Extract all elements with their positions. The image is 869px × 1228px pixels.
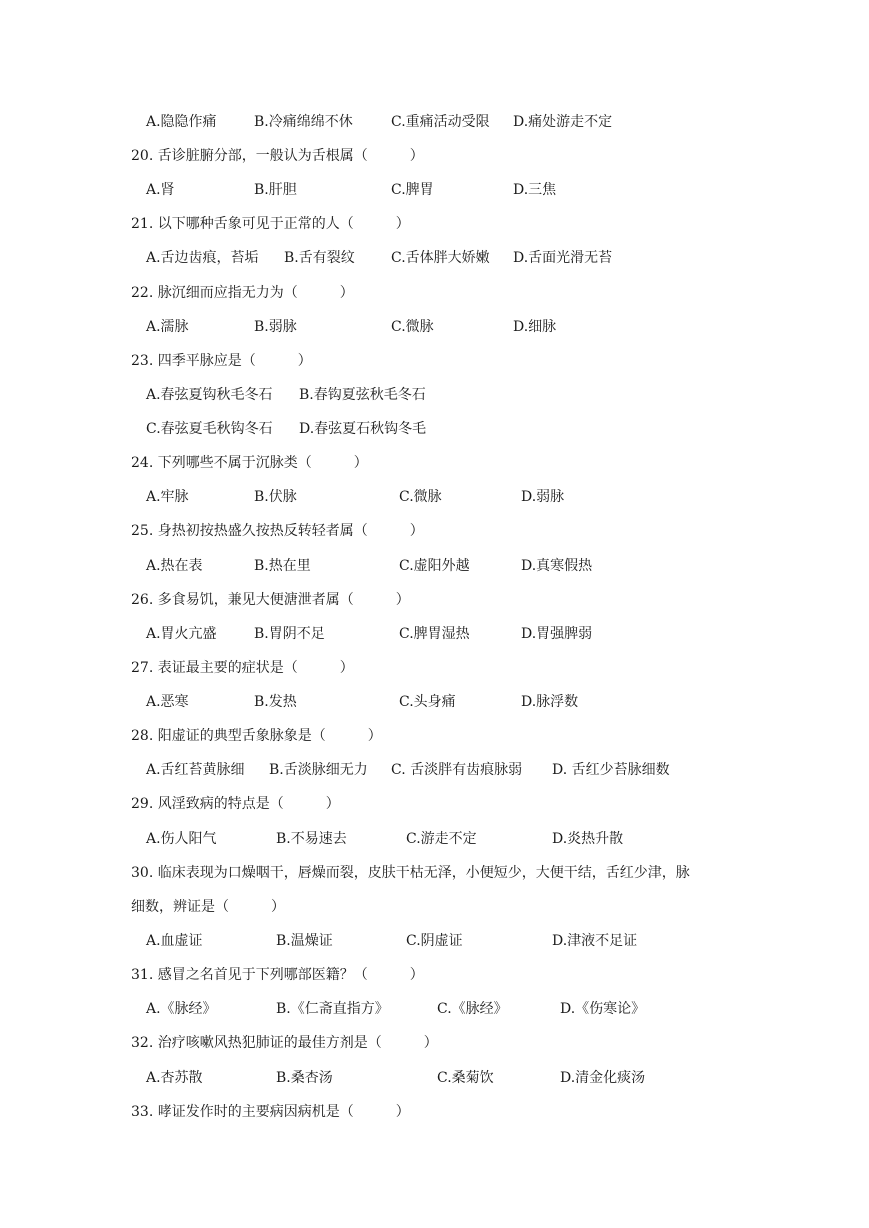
q30-option-d: D.津液不足证 xyxy=(552,933,638,949)
question-20: 20. 舌诊脏腑分部，一般认为舌根属（ ） xyxy=(131,148,424,164)
q21-option-a: A.舌边齿痕，苔垢 xyxy=(146,250,259,266)
q30-option-a: A.血虚证 xyxy=(146,933,203,949)
q19-option-c: C.重痛活动受限 xyxy=(391,114,490,130)
q32-option-a: A.杏苏散 xyxy=(146,1070,203,1086)
q21-option-c: C.舌体胖大娇嫩 xyxy=(391,250,490,266)
q30-option-b: B.温燥证 xyxy=(276,933,333,949)
q29-option-c: C.游走不定 xyxy=(406,831,477,847)
question-25: 25. 身热初按热盛久按热反转轻者属（ ） xyxy=(131,523,424,539)
q24-option-d: D.弱脉 xyxy=(521,489,565,505)
question-28: 28. 阳虚证的典型舌象脉象是（ ） xyxy=(131,728,382,744)
q20-option-b: B.肝胆 xyxy=(254,182,297,198)
question-24: 24. 下列哪些不属于沉脉类（ ） xyxy=(131,455,368,471)
question-32: 32. 治疗咳嗽风热犯肺证的最佳方剂是（ ） xyxy=(131,1035,438,1051)
q24-option-a: A.牢脉 xyxy=(146,489,189,505)
q23-option-b: B.春钩夏弦秋毛冬石 xyxy=(299,387,426,403)
q32-option-d: D.清金化痰汤 xyxy=(560,1070,646,1086)
q25-option-a: A.热在表 xyxy=(146,558,203,574)
q20-option-d: D.三焦 xyxy=(513,182,557,198)
q31-option-d: D.《伤寒论》 xyxy=(560,1001,646,1017)
question-31: 31. 感冒之名首见于下列哪部医籍？（ ） xyxy=(131,967,424,983)
q30-option-c: C.阴虚证 xyxy=(406,933,463,949)
q25-option-b: B.热在里 xyxy=(254,558,311,574)
q26-option-d: D.胃强脾弱 xyxy=(521,626,593,642)
q24-option-b: B.伏脉 xyxy=(254,489,297,505)
q25-option-d: D.真寒假热 xyxy=(521,558,593,574)
q22-option-c: C.微脉 xyxy=(391,319,434,335)
question-26: 26. 多食易饥，兼见大便溏泄者属（ ） xyxy=(131,592,410,608)
q27-option-b: B.发热 xyxy=(254,694,297,710)
q28-option-d: D. 舌红少苔脉细数 xyxy=(552,762,670,778)
question-23: 23. 四季平脉应是（ ） xyxy=(131,353,312,369)
q22-option-a: A.濡脉 xyxy=(146,319,189,335)
q27-option-d: D.脉浮数 xyxy=(521,694,579,710)
q21-option-b: B.舌有裂纹 xyxy=(284,250,355,266)
q28-option-b: B.舌淡脉细无力 xyxy=(269,762,368,778)
q31-option-c: C.《脉经》 xyxy=(437,1001,508,1017)
q25-option-c: C.虚阳外越 xyxy=(399,558,470,574)
question-21: 21. 以下哪种舌象可见于正常的人（ ） xyxy=(131,216,410,232)
q20-option-c: C.脾胃 xyxy=(391,182,434,198)
question-29: 29. 风淫致病的特点是（ ） xyxy=(131,796,340,812)
q32-option-c: C.桑菊饮 xyxy=(437,1070,494,1086)
q26-option-c: C.脾胃湿热 xyxy=(399,626,470,642)
question-22: 22. 脉沉细而应指无力为（ ） xyxy=(131,285,354,301)
q19-option-d: D.痛处游走不定 xyxy=(513,114,613,130)
q28-option-c: C. 舌淡胖有齿痕脉弱 xyxy=(391,762,523,778)
q32-option-b: B.桑杏汤 xyxy=(276,1070,333,1086)
q22-option-b: B.弱脉 xyxy=(254,319,297,335)
q23-option-c: C.春弦夏毛秋钩冬石 xyxy=(146,421,273,437)
question-33: 33. 哮证发作时的主要病因病机是（ ） xyxy=(131,1104,410,1120)
q23-option-d: D.春弦夏石秋钩冬毛 xyxy=(299,421,427,437)
q22-option-d: D.细脉 xyxy=(513,319,557,335)
q23-option-a: A.春弦夏钩秋毛冬石 xyxy=(146,387,273,403)
q26-option-a: A.胃火亢盛 xyxy=(146,626,217,642)
q19-option-b: B.冷痛绵绵不休 xyxy=(254,114,353,130)
q31-option-b: B.《仁斋直指方》 xyxy=(276,1001,389,1017)
q20-option-a: A.肾 xyxy=(146,182,175,198)
q26-option-b: B.胃阴不足 xyxy=(254,626,325,642)
q19-option-a: A.隐隐作痛 xyxy=(146,114,217,130)
q27-option-c: C.头身痛 xyxy=(399,694,456,710)
q29-option-b: B.不易速去 xyxy=(276,831,347,847)
q21-option-d: D.舌面光滑无苔 xyxy=(513,250,613,266)
question-30-line-1: 30. 临床表现为口燥咽干，唇燥而裂，皮肤干枯无泽，小便短少，大便干结，舌红少津，脉 xyxy=(131,865,690,881)
q27-option-a: A.恶寒 xyxy=(146,694,189,710)
question-27: 27. 表证最主要的症状是（ ） xyxy=(131,660,354,676)
q31-option-a: A.《脉经》 xyxy=(146,1001,217,1017)
q24-option-c: C.微脉 xyxy=(399,489,442,505)
q28-option-a: A.舌红苔黄脉细 xyxy=(146,762,245,778)
q29-option-a: A.伤人阳气 xyxy=(146,831,217,847)
question-30-line-2: 细数，辨证是（ ） xyxy=(131,899,285,915)
q29-option-d: D.炎热升散 xyxy=(552,831,624,847)
